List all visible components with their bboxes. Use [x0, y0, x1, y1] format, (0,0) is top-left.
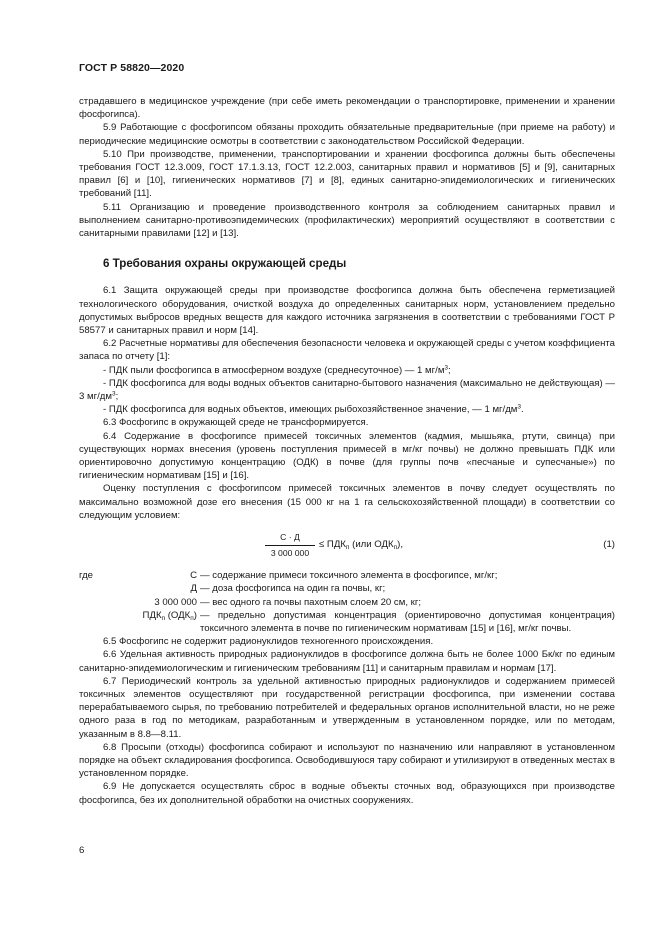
formula-numerator: C · Д [265, 531, 315, 546]
definition-d: Д — доза фосфогипса на один га почвы, кг; [190, 583, 386, 595]
paragraph-6-1: 6.1 Защита окружающей среды при производстве фосфогипса должна быть обеспечена герметизацией технологического оборудования, очисткой воздуха до определенных санитарных норм, установлением предельно допустимых выбросов вредных веществ для каждого источника загрязнения в соответствии с требованиями ГОСТ Р 58577 и санитарных правил и норм [14]. [79, 285, 615, 337]
list-item-6-2-water-household: - ПДК фосфогипса для воды водных объектов санитарно-бытового назначения (максимально не действующая) — 3 $мг/дм^3$; [79, 377, 615, 403]
formula-1 [79, 529, 615, 563]
paragraph-6-9: 6.9 Не допускается осуществлять сброс в водные объекты сточных вод, образующихся при производстве фосфогипса, без их дополнительной обработки на очистных сооружениях. [79, 781, 615, 806]
definition-c: где С — содержание примеси токсичного элемента в фосфогипсе, мг/кг; [79, 570, 498, 582]
paragraph-6-3: 6.3 Фосфогипс в окружающей среде не трансформируется. [103, 417, 369, 429]
list-item-6-2-water-fishery: - ПДК фосфогипса для водных объектов, имеющих рыбохозяйственное значение, — 1 $мг/дм^3$. [103, 403, 524, 416]
paragraph-6-6: 6.6 Удельная активность природных радионуклидов в фосфогипсе должна быть не более 1000 Бк/кг по единым санитарно-эпидемиологическим и гигиеническим требованиям [11] и санитарным правилам и нормам [17]. [79, 649, 615, 674]
paragraph-6-2: 6.2 Расчетные нормативы для обеспечения безопасности человека и окружающей среды с учетом коэффициента запаса по отчету [1]: [79, 338, 615, 363]
paragraph-6-8: 6.8 Просыпи (отходы) фосфогипса собирают и используют по назначению или направляют в установленном порядке на объект складирования фосфогипса. Освободившуюся тару собирают и утилизируют в отведенных местах в установленном порядке. [79, 741, 615, 780]
paragraph-6-5: 6.5 Фосфогипс не содержит радионуклидов техногенного происхождения. [103, 636, 434, 648]
list-item-6-2-air: - ПДК пыли фосфогипса в атмосферном воздухе (среднесуточное) — 1 $мг/м^3$; [103, 364, 451, 376]
formula-denominator: 3 000 000 [270, 548, 310, 559]
document-code-header: ГОСТ Р 58820—2020 [79, 62, 185, 74]
paragraph-6-7: 6.7 Периодический контроль за удельной активностью природных радионуклидов и содержанием примесей токсичных элементов осуществляют при государственной регистрации фосфогипса, при изменении состава перерабатываемого сырья, по требованию потребителей и федеральных органов исполнительной власти, но не реже одного раза в год по методикам, разработанным и утвержденным в установленном порядке, или по методам, указанным в 8.8—8.11. [79, 675, 615, 740]
formula-number: (1) [603, 539, 615, 551]
definition-soil-weight: 3 000 000 — вес одного га почвы пахотным слоем 20 см, кг; [154, 596, 422, 608]
formula-definitions [79, 569, 615, 635]
formula-fraction [265, 531, 315, 560]
paragraph-5-11: 5.11 Организацию и проведение производственного контроля за соблюдением санитарных правил и выполнением санитарно-противоэпидемических (профилактических) мероприятий осуществляют в соответствии с санитарными правилами [12] и [13]. [79, 201, 615, 240]
paragraph-6-4-assessment: Оценку поступления с фосфогипсом примесей токсичных элементов в почву следует осуществлять по максимально возможной дозе его внесения (15 000 кг на 1 га сельскохозяйственной площади) в соответствии со следующим условием: [79, 483, 615, 521]
document-body [79, 95, 615, 807]
where-label: где [79, 570, 94, 582]
paragraph-6-4: 6.4 Содержание в фосфогипсе примесей токсичных элементов (кадмия, мышьяка, ртути, свинца) при существующих нормах внесения (уровень поступления примесей в мг/кг почвы) не должно превышать ПДК или ориентировочно допустимую концентрацию (ОДК) в почве (для группы почв «песчаные и супесчаные») по гигиеническим нормативам [15] и [16]. [79, 430, 615, 482]
section-title: 6 Требования охраны окружающей среды [103, 257, 347, 271]
paragraph-continuation: страдавшего в медицинское учреждение (при себе иметь рекомендации о транспортировке, применении и хранении фосфогипса). [79, 96, 615, 121]
formula-right-side: ≤ $ПДК_п$ (или $ОДК_п$), [319, 539, 404, 552]
paragraph-5-10: 5.10 При производстве, применении, транспортировании и хранении фосфогипса должны быть обеспечены требования ГОСТ 12.3.009, ГОСТ 17.1.3.13, ГОСТ 12.2.003, санитарных правил и нормативов [5] и [9], санитарных правил [6] и [10], гигиенических нормативов [7] и [8], единых санитарно-эпидемиологических и гигиенических требований [11]. [79, 148, 615, 200]
paragraph-5-9: 5.9 Работающие с фосфогипсом обязаны проходить обязательные предварительные (при приеме на работу) и периодические медицинские осмотры в соответствии с законодательством Российской Федерации. [79, 122, 615, 147]
definition-pdk: $ПДК_п$ $(ОДК_п)$ — предельно допустимая концентрация (ориентировочно допустимая концентрация) токсичного элемента в почве по гигиеническим нормативам [15] и [16], мг/кг почвы. [142, 609, 615, 634]
page-number: 6 [79, 845, 85, 856]
